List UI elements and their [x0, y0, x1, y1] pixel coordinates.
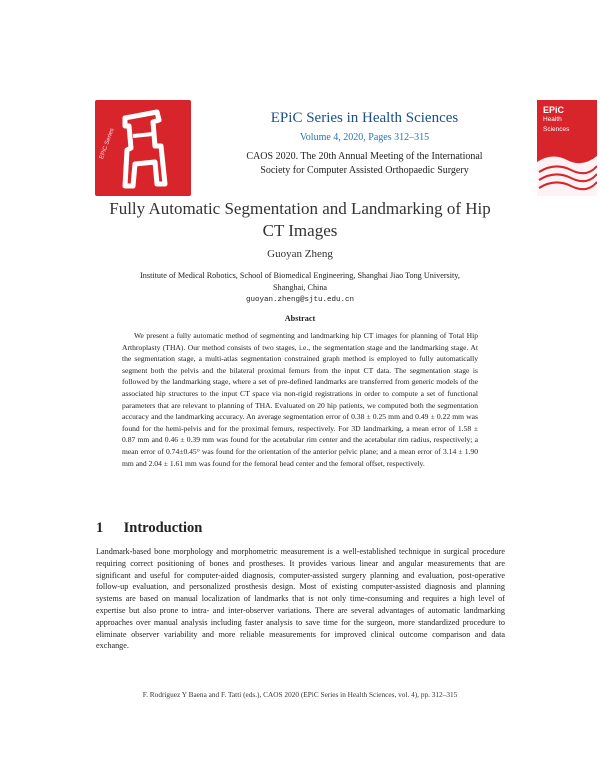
- volume-line: Volume 4, 2020, Pages 312–315: [299, 132, 430, 143]
- paper-title: [60, 198, 540, 242]
- section-title: Introduction: [123, 520, 203, 536]
- logo-right-health: Health: [543, 116, 562, 123]
- abstract-body: We present a fully automatic method of segmenting and landmarking hip CT images for planning of Total Hip Arthroplasty (THA). Our method consists of two stages, i.e., the segmentation stage and the landmarking stage. At the segmentation stage, a multi-atlas segmentation constrained graph method is employed to fully automatically segment both the pelvis and the bilateral proximal femurs from the input CT data. The segmentation stage is followed by the landmarking stage, where a set of pre-defined landmarks are transferred from generic models of the associated hip structures to the input CT space via non-rigid registrations in order to compute a set of functional parameters that are relevant to planning of THA. Evaluated on 20 hip patients, we computed both the segmentation accuracy and the landmarking accuracy. An average segmentation error of 0.38 ± 0.25 mm and 0.49 ± 0.22 mm was found for the hemi-pelvis and for the proximal femurs, respectively. For 3D landmarking, a mean error of 1.58 ± 0.87 mm and 0.46 ± 0.39 mm was found for the acetabular rim center and the acetabular rim radius, respectively; a mean error of 0.74±0.45° was found for the orientation of the anterior pelvic plane; and a mean error of 3.14 ± 1.90 mm and 2.04 ± 1.61 mm was found for the femoral head center and the femoral offset, respectively.: [122, 331, 478, 468]
- abstract-heading: Abstract: [284, 314, 316, 323]
- conference-line-1: CAOS 2020. The 20th Annual Meeting of the International: [246, 151, 483, 162]
- author-email[interactable]: guoyan.zheng@sjtu.edu.cn: [245, 296, 355, 304]
- series-title: EPiC Series in Health Sciences: [270, 110, 459, 126]
- author-name: Guoyan Zheng: [267, 248, 333, 260]
- paper-title-line-2: CT Images: [262, 221, 338, 240]
- proceedings-header: [95, 100, 570, 196]
- logo-left-text: EPiC Series: [99, 127, 116, 161]
- conference-line-2: Society for Computer Assisted Orthopaedic Surgery: [260, 165, 469, 176]
- affiliation-line-2: Shanghai, China: [272, 283, 328, 292]
- page-footer: F. Rodriguez Y Baena and F. Tatti (eds.), CAOS 2020 (EPiC Series in Health Sciences, vol. 4), pp. 312–315: [142, 690, 458, 699]
- paper-title-line-1: Fully Automatic Segmentation and Landmarking of Hip: [109, 199, 491, 218]
- introduction-body: Landmark-based bone morphology and morphometric measurement is a well-established technique in surgical procedure requiring correct positioning of bones and prostheses. It provides various linear and angular measurements that are significant and useful for computer-aided diagnosis, computer-assisted surgery planning and evaluation, post-operative follow-up evaluation, and personalized prosthesis design. Most of existing computer-assisted diagnosis and planning systems are based on manual localization of landmarks that is not only time-consuming and requires a high level of expertise but also prone to intra- and inter-observer variations. There are several advantages of automatic landmarking approaches over manual analysis including faster analysis to save time for the surgeon, more standardized procedure to eliminate observer variability and more reliable measurements for improved clinical outcome comparison and data exchange.: [96, 547, 505, 651]
- epic-chair-logo: [95, 100, 191, 196]
- wave-icon: [537, 100, 597, 196]
- logo-right-sciences: Sciences: [543, 126, 570, 133]
- author-affiliation: [95, 270, 505, 306]
- affiliation-line-1: Institute of Medical Robotics, School of Biomedical Engineering, Shanghai Jiao Tong University,: [140, 271, 460, 280]
- section-heading-introduction: [96, 520, 202, 537]
- logo-right-epic: EPiC: [543, 105, 565, 115]
- conference-info: [207, 150, 522, 178]
- epic-health-logo: [537, 100, 597, 196]
- chair-icon: [95, 100, 191, 196]
- section-number: 1: [96, 520, 104, 536]
